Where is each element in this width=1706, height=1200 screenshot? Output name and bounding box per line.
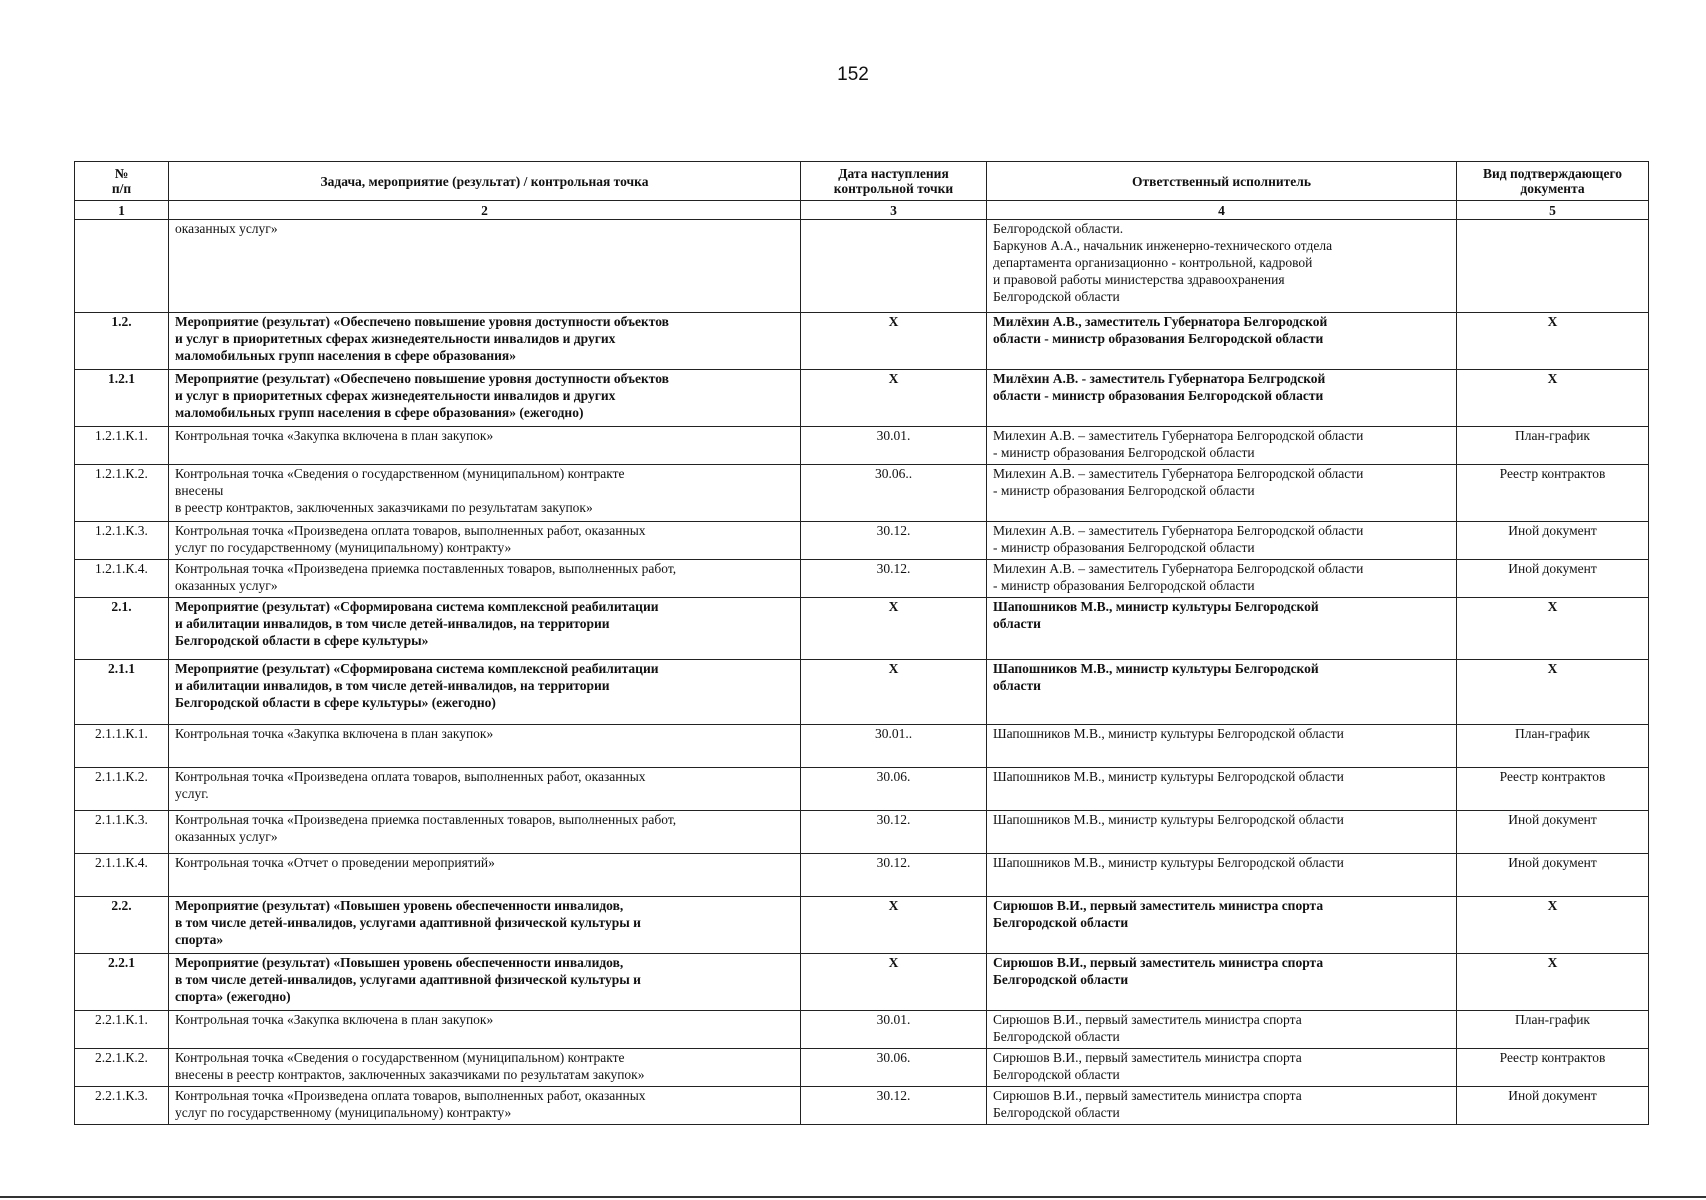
cell-date: 30.12. — [801, 522, 987, 560]
cell-executor: Шапошников М.В., министр культуры Белгородской области — [987, 598, 1457, 660]
column-number: 4 — [987, 201, 1457, 220]
cell-doc: Реестр контрактов — [1457, 768, 1649, 811]
table-row — [75, 768, 1649, 811]
cell-task: Мероприятие (результат) «Сформирована система комплексной реабилитации и абилитации инвалидов, в том числе детей-инвалидов, на территории Белгородской области в сфере культуры» — [169, 598, 801, 660]
cell-executor: Шапошников М.В., министр культуры Белгородской области — [987, 811, 1457, 854]
cell-number: 1.2. — [75, 313, 169, 370]
cell-task: Контрольная точка «Сведения о государственном (муниципальном) контракте внесены в реестр контрактов, заключенных заказчиками по результатам закупок» — [169, 465, 801, 522]
cell-number: 2.1.1.К.3. — [75, 811, 169, 854]
cell-doc: Иной документ — [1457, 560, 1649, 598]
cell-number: 1.2.1.К.1. — [75, 427, 169, 465]
table-body — [75, 220, 1649, 1125]
table-row — [75, 598, 1649, 660]
cell-date: 30.06.. — [801, 465, 987, 522]
cell-doc: Х — [1457, 370, 1649, 427]
cell-task: Мероприятие (результат) «Повышен уровень обеспеченности инвалидов, в том числе детей-инвалидов, услугами адаптивной физической культуры и спорта» — [169, 897, 801, 954]
cell-doc: Х — [1457, 660, 1649, 725]
table-row — [75, 1049, 1649, 1087]
control-points-table — [74, 161, 1649, 1125]
cell-date: Х — [801, 370, 987, 427]
cell-task: Мероприятие (результат) «Сформирована система комплексной реабилитации и абилитации инвалидов, в том числе детей-инвалидов, на территории Белгородской области в сфере культуры» (ежегодно) — [169, 660, 801, 725]
table-row — [75, 560, 1649, 598]
column-number: 5 — [1457, 201, 1649, 220]
cell-executor: Сирюшов В.И., первый заместитель министра спорта Белгородской области — [987, 897, 1457, 954]
cell-executor: Сирюшов В.И., первый заместитель министра спорта Белгородской области — [987, 954, 1457, 1011]
table-row — [75, 427, 1649, 465]
table-row — [75, 220, 1649, 313]
table-row — [75, 811, 1649, 854]
cell-date: Х — [801, 897, 987, 954]
cell-doc: Х — [1457, 954, 1649, 1011]
header-no: № п/п — [75, 162, 169, 201]
cell-task: Контрольная точка «Закупка включена в план закупок» — [169, 427, 801, 465]
cell-doc: Реестр контрактов — [1457, 465, 1649, 522]
cell-executor: Милехин А.В. – заместитель Губернатора Белгородской области - министр образования Белгородской области — [987, 465, 1457, 522]
cell-date: 30.01. — [801, 1011, 987, 1049]
cell-executor: Шапошников М.В., министр культуры Белгородской области — [987, 854, 1457, 897]
column-number: 2 — [169, 201, 801, 220]
cell-number: 2.1.1 — [75, 660, 169, 725]
cell-task: Контрольная точка «Произведена приемка поставленных товаров, выполненных работ, оказанных услуг» — [169, 560, 801, 598]
cell-date: 30.01. — [801, 427, 987, 465]
table-row — [75, 1087, 1649, 1125]
bottom-scan-edge — [0, 1196, 1706, 1198]
cell-task: Контрольная точка «Закупка включена в план закупок» — [169, 725, 801, 768]
cell-number: 1.2.1.К.4. — [75, 560, 169, 598]
table-row — [75, 1011, 1649, 1049]
column-number: 3 — [801, 201, 987, 220]
cell-doc: Х — [1457, 313, 1649, 370]
header-executor: Ответственный исполнитель — [987, 162, 1457, 201]
cell-task: Контрольная точка «Сведения о государственном (муниципальном) контракте внесены в реестр контрактов, заключенных заказчиками по результатам закупок» — [169, 1049, 801, 1087]
table-row — [75, 370, 1649, 427]
cell-number: 2.2.1.К.3. — [75, 1087, 169, 1125]
cell-executor: Шапошников М.В., министр культуры Белгородской области — [987, 660, 1457, 725]
cell-executor: Сирюшов В.И., первый заместитель министра спорта Белгородской области — [987, 1011, 1457, 1049]
cell-task: Контрольная точка «Произведена оплата товаров, выполненных работ, оказанных услуг по государственному (муниципальному) контракту» — [169, 522, 801, 560]
cell-doc — [1457, 220, 1649, 313]
cell-executor: Милёхин А.В. - заместитель Губернатора Белгродской области - министр образования Белгородской области — [987, 370, 1457, 427]
table-row — [75, 897, 1649, 954]
page-number: 152 — [837, 64, 869, 85]
cell-executor: Милехин А.В. – заместитель Губернатора Белгородской области - министр образования Белгородской области — [987, 427, 1457, 465]
cell-task: Мероприятие (результат) «Обеспечено повышение уровня доступности объектов и услуг в приоритетных сферах жизнедеятельности инвалидов и других маломобильных групп населения в сфере образования» (ежегодно) — [169, 370, 801, 427]
column-number-row — [75, 201, 1649, 220]
cell-task: оказанных услуг» — [169, 220, 801, 313]
header-doc: Вид подтверждающего документа — [1457, 162, 1649, 201]
cell-number: 2.1.1.К.1. — [75, 725, 169, 768]
table-row — [75, 725, 1649, 768]
cell-doc: Иной документ — [1457, 1087, 1649, 1125]
cell-task: Мероприятие (результат) «Обеспечено повышение уровня доступности объектов и услуг в приоритетных сферах жизнедеятельности инвалидов и других маломобильных групп населения в сфере образования» — [169, 313, 801, 370]
table-row — [75, 660, 1649, 725]
cell-task: Контрольная точка «Отчет о проведении мероприятий» — [169, 854, 801, 897]
cell-number: 2.2.1 — [75, 954, 169, 1011]
cell-executor: Сирюшов В.И., первый заместитель министра спорта Белгородской области — [987, 1049, 1457, 1087]
cell-executor: Белгородской области. Баркунов А.А., начальник инженерно-технического отдела департамента организационно - контрольной, кадровой и правовой работы министерства здравоохранения Белгородской области — [987, 220, 1457, 313]
cell-date: 30.12. — [801, 811, 987, 854]
table-row — [75, 522, 1649, 560]
cell-task: Контрольная точка «Произведена приемка поставленных товаров, выполненных работ, оказанных услуг» — [169, 811, 801, 854]
cell-date: 30.06. — [801, 768, 987, 811]
cell-date: Х — [801, 954, 987, 1011]
cell-doc: План-график — [1457, 427, 1649, 465]
cell-number: 2.2. — [75, 897, 169, 954]
table-row — [75, 313, 1649, 370]
header-task: Задача, мероприятие (результат) / контрольная точка — [169, 162, 801, 201]
cell-executor: Сирюшов В.И., первый заместитель министра спорта Белгородской области — [987, 1087, 1457, 1125]
cell-executor: Милёхин А.В., заместитель Губернатора Белгородской области - министр образования Белгородской области — [987, 313, 1457, 370]
table-header-row — [75, 162, 1649, 201]
cell-date — [801, 220, 987, 313]
cell-date: 30.06. — [801, 1049, 987, 1087]
cell-executor: Шапошников М.В., министр культуры Белгородской области — [987, 768, 1457, 811]
cell-task: Контрольная точка «Произведена оплата товаров, выполненных работ, оказанных услуг по государственному (муниципальному) контракту» — [169, 1087, 801, 1125]
column-number: 1 — [75, 201, 169, 220]
cell-doc: Реестр контрактов — [1457, 1049, 1649, 1087]
cell-doc: Х — [1457, 897, 1649, 954]
cell-date: Х — [801, 660, 987, 725]
cell-date: 30.12. — [801, 560, 987, 598]
cell-number: 2.1.1.К.4. — [75, 854, 169, 897]
cell-executor: Милехин А.В. – заместитель Губернатора Белгородской области - министр образования Белгородской области — [987, 522, 1457, 560]
cell-number: 1.2.1.К.3. — [75, 522, 169, 560]
cell-date: 30.12. — [801, 854, 987, 897]
cell-doc: Х — [1457, 598, 1649, 660]
table-row — [75, 854, 1649, 897]
cell-doc: Иной документ — [1457, 522, 1649, 560]
cell-date: 30.12. — [801, 1087, 987, 1125]
cell-doc: Иной документ — [1457, 854, 1649, 897]
header-date: Дата наступления контрольной точки — [801, 162, 987, 201]
cell-doc: Иной документ — [1457, 811, 1649, 854]
table-row — [75, 465, 1649, 522]
cell-executor: Милехин А.В. – заместитель Губернатора Белгородской области - министр образования Белгородской области — [987, 560, 1457, 598]
cell-task: Контрольная точка «Закупка включена в план закупок» — [169, 1011, 801, 1049]
cell-date: Х — [801, 598, 987, 660]
table-row — [75, 954, 1649, 1011]
cell-number: 1.2.1 — [75, 370, 169, 427]
cell-executor: Шапошников М.В., министр культуры Белгородской области — [987, 725, 1457, 768]
cell-number: 2.1. — [75, 598, 169, 660]
cell-number: 2.2.1.К.2. — [75, 1049, 169, 1087]
cell-task: Контрольная точка «Произведена оплата товаров, выполненных работ, оказанных услуг. — [169, 768, 801, 811]
cell-task: Мероприятие (результат) «Повышен уровень обеспеченности инвалидов, в том числе детей-инвалидов, услугами адаптивной физической культуры и спорта» (ежегодно) — [169, 954, 801, 1011]
cell-date: Х — [801, 313, 987, 370]
cell-date: 30.01.. — [801, 725, 987, 768]
cell-number: 2.1.1.К.2. — [75, 768, 169, 811]
cell-number — [75, 220, 169, 313]
cell-number: 1.2.1.К.2. — [75, 465, 169, 522]
cell-doc: План-график — [1457, 725, 1649, 768]
cell-doc: План-график — [1457, 1011, 1649, 1049]
cell-number: 2.2.1.К.1. — [75, 1011, 169, 1049]
